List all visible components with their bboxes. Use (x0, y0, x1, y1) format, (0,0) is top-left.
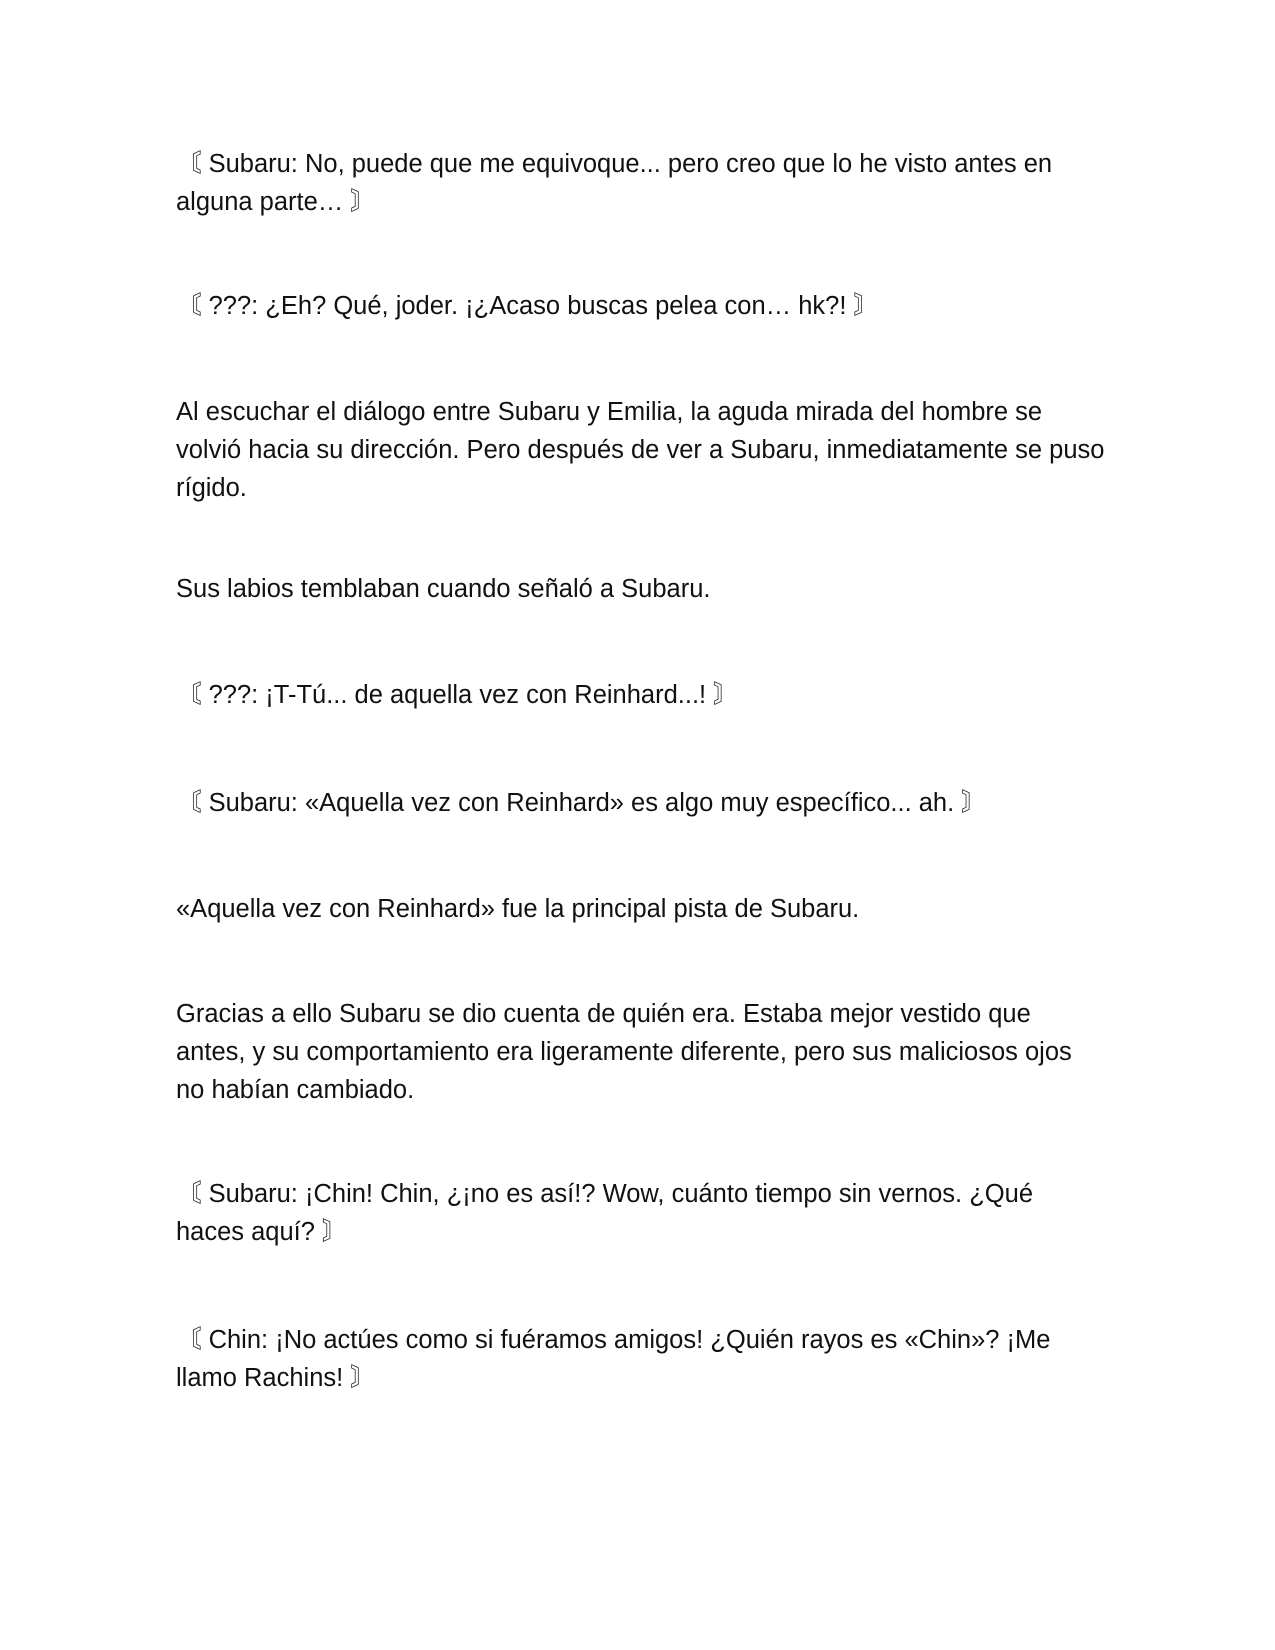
narration-paragraph-3: «Aquella vez con Reinhard» fue la principal pista de Subaru. (176, 895, 860, 923)
narration-paragraph-1: Al escuchar el diálogo entre Subaru y Emilia, la aguda mirada del hombre se volvió hacia su dirección. Pero después de ver a Subaru, inmediatamente se puso rígido. (176, 398, 1105, 502)
dialogue-subaru-3: 〘 Subaru: ¡Chin! Chin, ¿¡no es así!? Wow, cuánto tiempo sin vernos. ¿Qué haces aquí? 〙 (176, 1180, 1034, 1246)
dialogue-unknown-1: 〘 ???: ¿Eh? Qué, joder. ¡¿Acaso buscas pelea con… hk?! 〙 (176, 292, 880, 320)
dialogue-subaru-2: 〘 Subaru: «Aquella vez con Reinhard» es algo muy específico... ah. 〙 (176, 789, 987, 817)
dialogue-chin-1: 〘 Chin: ¡No actúes como si fuéramos amigos! ¿Quién rayos es «Chin»? ¡Me llamo Rachins! 〙 (176, 1326, 1051, 1392)
dialogue-subaru-1: 〘 Subaru: No, puede que me equivoque... pero creo que lo he visto antes en alguna parte… 〙 (176, 150, 1053, 216)
narration-paragraph-2: Sus labios temblaban cuando señaló a Subaru. (176, 575, 711, 603)
dialogue-unknown-2: 〘 ???: ¡T-Tú... de aquella vez con Reinhard...! 〙 (176, 681, 739, 709)
narration-paragraph-4: Gracias a ello Subaru se dio cuenta de quién era. Estaba mejor vestido que antes, y su comportamiento era ligeramente diferente, pero sus maliciosos ojos no habían cambiado. (176, 1000, 1072, 1104)
